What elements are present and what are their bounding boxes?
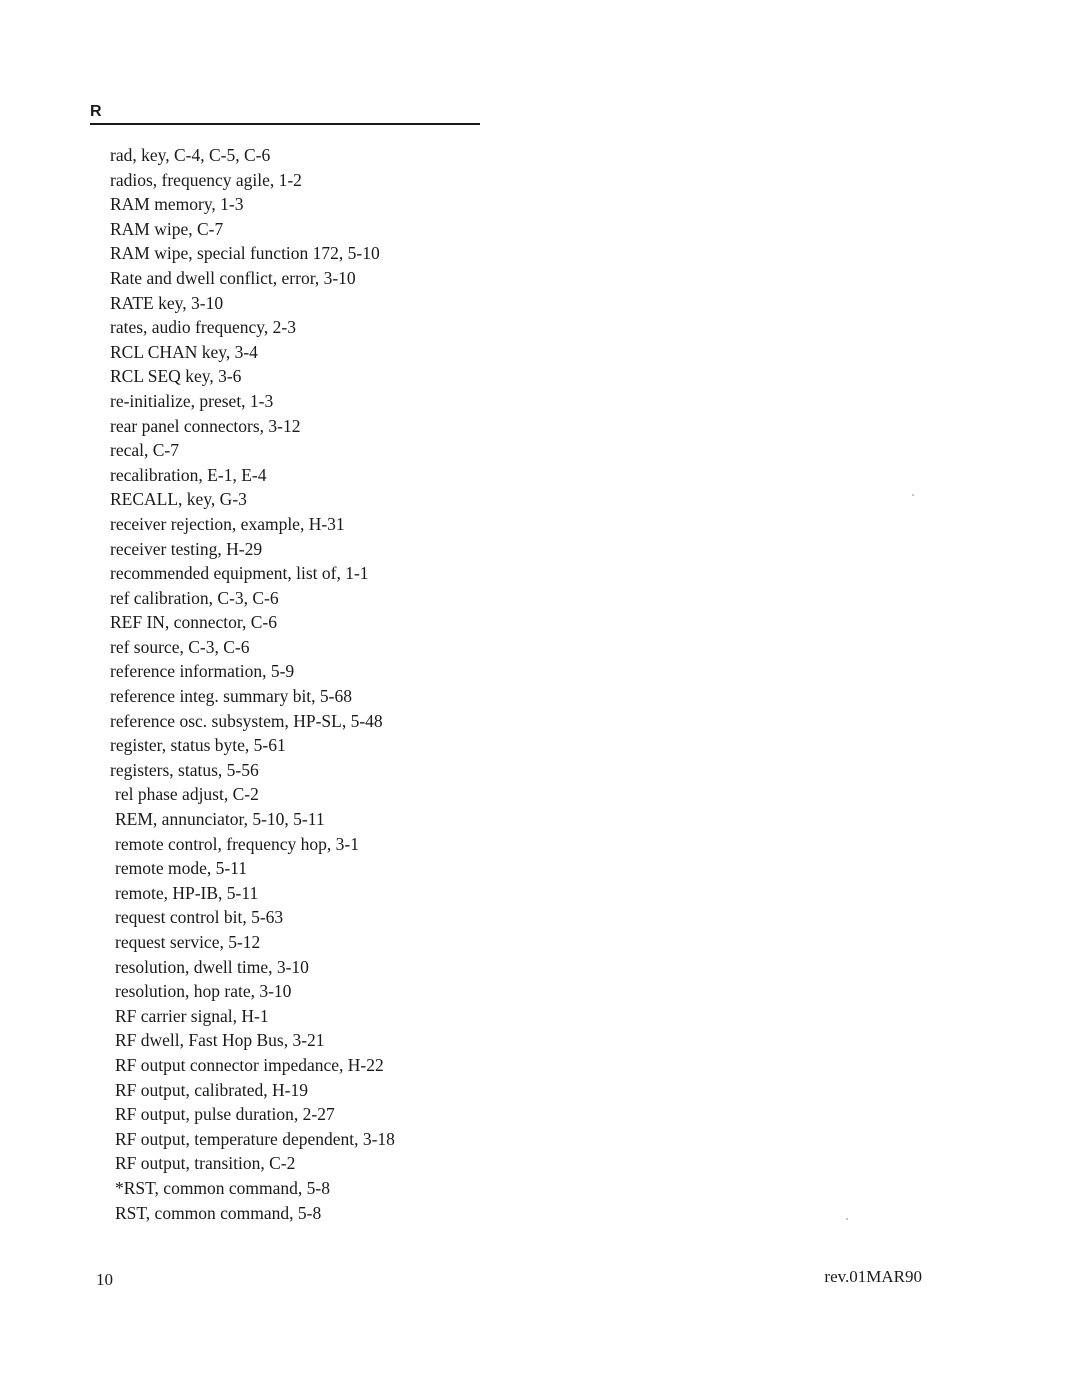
index-entry: recommended equipment, list of, 1-1 <box>110 563 369 584</box>
index-entry: RST, common command, 5-8 <box>115 1202 322 1223</box>
index-entry: RAM wipe, C-7 <box>110 218 224 239</box>
index-entry: RF output, transition, C-2 <box>115 1153 296 1174</box>
index-entry: rel phase adjust, C-2 <box>115 784 259 805</box>
index-entry: rear panel connectors, 3-12 <box>110 415 301 436</box>
index-entry: REM, annunciator, 5-10, 5-11 <box>115 809 325 830</box>
index-entry: registers, status, 5-56 <box>110 759 259 780</box>
index-entry-list <box>110 143 395 1225</box>
revision-label: rev.01MAR90 <box>824 1267 922 1286</box>
index-entry: RF dwell, Fast Hop Bus, 3-21 <box>115 1030 325 1051</box>
index-entry: request service, 5-12 <box>115 932 261 952</box>
index-entry: RCL CHAN key, 3-4 <box>110 341 258 362</box>
index-entry: resolution, hop rate, 3-10 <box>115 981 292 1002</box>
index-entry: *RST, common command, 5-8 <box>115 1177 330 1198</box>
index-entry: radios, frequency agile, 1-2 <box>110 169 302 190</box>
index-entry: rates, audio frequency, 2-3 <box>110 317 296 338</box>
index-entry: reference osc. subsystem, HP-SL, 5-48 <box>110 710 383 731</box>
index-entry: RCL SEQ key, 3-6 <box>110 366 242 387</box>
index-entry: RF carrier signal, H-1 <box>115 1005 269 1026</box>
section-letter: R <box>90 103 102 120</box>
index-entry: RF output connector impedance, H-22 <box>115 1054 384 1075</box>
index-entry: rad, key, C-4, C-5, C-6 <box>110 145 271 165</box>
index-entry: Rate and dwell conflict, error, 3-10 <box>110 267 356 288</box>
scan-speck <box>846 1218 848 1220</box>
scan-speck <box>912 494 914 496</box>
index-entry: RAM wipe, special function 172, 5-10 <box>110 243 380 264</box>
index-entry: RF output, calibrated, H-19 <box>115 1079 308 1100</box>
index-entry: remote control, frequency hop, 3-1 <box>115 833 359 854</box>
index-entry: re-initialize, preset, 1-3 <box>110 390 274 411</box>
index-entry: request control bit, 5-63 <box>115 907 284 928</box>
index-entry: ref source, C-3, C-6 <box>110 636 250 657</box>
index-entry: receiver rejection, example, H-31 <box>110 513 345 534</box>
index-entry: RF output, temperature dependent, 3-18 <box>115 1128 395 1149</box>
section-divider <box>90 123 480 125</box>
index-entry: receiver testing, H-29 <box>110 538 263 559</box>
index-entry: reference information, 5-9 <box>110 661 295 682</box>
index-entry: remote, HP-IB, 5-11 <box>115 882 259 903</box>
index-entry: ref calibration, C-3, C-6 <box>110 587 279 608</box>
index-entry: remote mode, 5-11 <box>115 858 248 879</box>
index-entry: REF IN, connector, C-6 <box>110 612 277 633</box>
index-entry: RECALL, key, G-3 <box>110 489 247 510</box>
index-entry: RF output, pulse duration, 2-27 <box>115 1104 335 1125</box>
index-entry: RATE key, 3-10 <box>110 292 224 313</box>
index-entry: resolution, dwell time, 3-10 <box>115 956 309 977</box>
index-entry: register, status byte, 5-61 <box>110 735 286 756</box>
index-entry: RAM memory, 1-3 <box>110 194 244 215</box>
page-number: 10 <box>96 1270 113 1289</box>
index-entry: recalibration, E-1, E-4 <box>110 464 267 485</box>
index-entry: recal, C-7 <box>110 440 179 461</box>
index-entry: reference integ. summary bit, 5-68 <box>110 686 352 707</box>
